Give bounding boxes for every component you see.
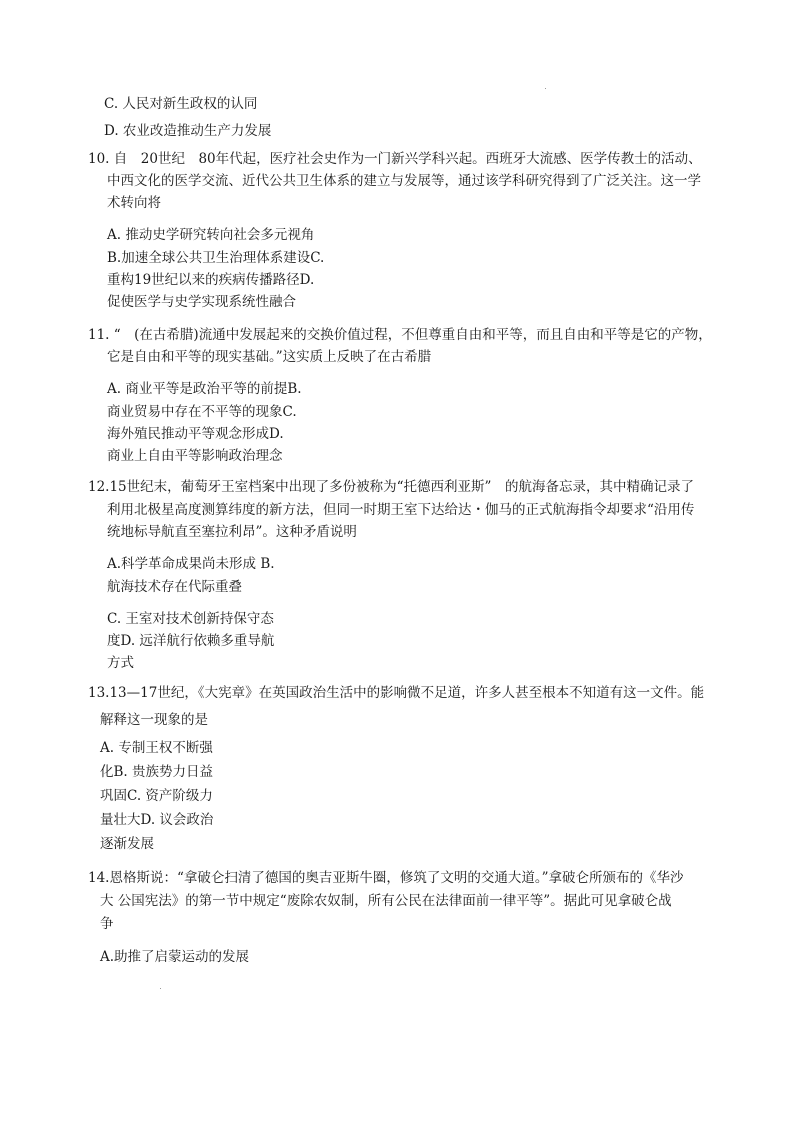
- option-13d: 量壮大D. 议会政治: [100, 812, 214, 828]
- option-10d: 促使医学与史学实现系统性融合: [107, 294, 296, 310]
- option-13b: 化B. 贵族势力日益: [100, 764, 214, 780]
- option-11c: 海外殖民推动平等观念形成D.: [107, 426, 284, 442]
- question-14-line-1: 14.恩格斯说：“拿破仑扫清了德国的奥吉亚斯牛圈，修筑了文明的交通大道。”拿破仑所颁布的《华沙: [88, 870, 684, 886]
- option-10c: 重构19世纪以来的疾病传播路径D.: [107, 272, 315, 288]
- question-12-line-1: 12.15世纪末，葡萄牙王室档案中出现了多份被称为“托德西利亚斯” 的航海备忘录，其中精确记录了: [88, 479, 694, 495]
- question-11-line-2: 它是自由和平等的现实基础。”这实质上反映了在古希腊: [107, 349, 432, 365]
- option-12d: 度D. 远洋航行依赖多重导航: [107, 633, 275, 649]
- question-12-line-3: 统地标导航直至塞拉利昂”。这种矛盾说明: [107, 524, 357, 540]
- option-11b: 商业贸易中存在不平等的现象C.: [107, 404, 297, 420]
- question-11-line-1: 11. “ (在古希腊)流通中发展起来的交换价值过程，不但尊重自由和平等，而且自由和平等是它的产物，: [88, 327, 712, 343]
- option-10a: A. 推动史学研究转向社会多元视角: [107, 227, 315, 243]
- question-12-line-2: 利用北极星高度测算纬度的新方法，但同一时期王室下达给达・伽马的正式航海指令却要求“沿用传: [107, 502, 695, 518]
- option-11a: A. 商业平等是政治平等的前提B.: [107, 381, 302, 397]
- option-13c: 巩固C. 资产阶级力: [100, 788, 213, 804]
- option-12d-continued: 方式: [107, 655, 134, 671]
- option-11d: 商业上自由平等影响政治理念: [107, 448, 283, 464]
- question-13-line-1: 13.13—17世纪，《大宪章》在英国政治生活中的影响微不足道，许多人甚至根本不知道有这一文件。能: [88, 685, 705, 701]
- question-10-line-1: 10. 自 20世纪 80年代起，医疗社会史作为一门新兴学科兴起。西班牙大流感、医学传教士的活动、: [88, 151, 702, 167]
- scan-speck: [545, 88, 546, 89]
- question-14-line-3: 争: [100, 916, 114, 932]
- option-13d-continued: 逐渐发展: [100, 836, 154, 852]
- option-12c: C. 王室对技术创新持保守态: [107, 611, 274, 627]
- option-13a: A. 专制王权不断强: [100, 740, 213, 756]
- scan-speck: [160, 988, 161, 989]
- option-14a: A.助推了启蒙运动的发展: [100, 949, 250, 965]
- question-10-line-3: 术转向将: [107, 195, 161, 211]
- question-13-line-2: 解释这一现象的是: [100, 712, 208, 728]
- question-10-line-2: 中西文化的医学交流、近代公共卫生体系的建立与发展等，通过该学科研究得到了广泛关注。这一学: [107, 173, 701, 189]
- question-14-line-2: 大 公国宪法》的第一节中规定“废除农奴制，所有公民在法律面前一律平等”。据此可见拿破仑战: [100, 893, 672, 909]
- option-9c: C. 人民对新生政权的认同: [104, 96, 258, 112]
- option-12b: 航海技术存在代际重叠: [107, 579, 242, 595]
- option-10b: B.加速全球公共卫生治理体系建设C.: [107, 250, 325, 266]
- option-12a: A.科学革命成果尚未形成 B.: [107, 556, 275, 572]
- option-9d: D. 农业改造推动生产力发展: [104, 123, 272, 139]
